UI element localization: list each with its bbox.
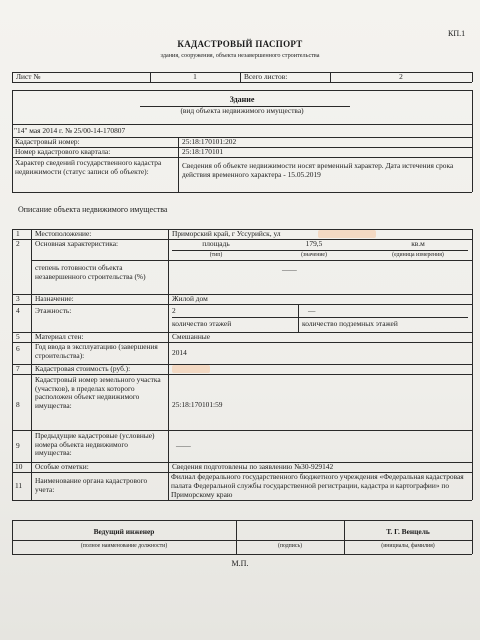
special-notes-value: Сведения подготовлены по заявлению №30-929142	[172, 462, 334, 471]
object-type: Здание	[229, 95, 255, 104]
redacted-cadastral-value	[172, 365, 210, 373]
floors-label: Этажность:	[35, 306, 72, 315]
passport-date-number: "14" мая 2014 г. № 25/00-14-170807	[14, 126, 126, 135]
stamp-place: М.П.	[231, 559, 249, 568]
row-5-number: 5	[16, 332, 20, 341]
sheet-label: Лист №	[16, 72, 41, 81]
signer-position-caption: (полное наименование должности)	[80, 543, 168, 549]
document-subtitle: здания, сооружения, объекта незавершенного строительства	[160, 52, 320, 59]
signer-name-caption: (инициалы, фамилия)	[381, 543, 435, 549]
row-9-number: 9	[16, 441, 20, 450]
record-status-label: Характер сведений государственного кадастра недвижимости (статус записи об объекте):	[15, 158, 162, 176]
characteristic-type-caption: (тип)	[209, 252, 223, 258]
registry-authority-label: Наименование органа кадастрового учета:	[35, 476, 148, 494]
row-10-number: 10	[15, 462, 23, 471]
main-characteristic-label: Основная характеристика:	[35, 239, 119, 248]
row-2-number: 2	[16, 239, 20, 248]
row-8-number: 8	[16, 400, 20, 409]
quarter-number-label: Номер кадастрового квартала:	[15, 147, 111, 156]
signature-caption: (подпись)	[277, 543, 303, 549]
corner-mark: КП.1	[448, 29, 466, 38]
signer-name: Т. Г. Венцель	[386, 527, 430, 536]
commissioning-year-label: Год ввода в эксплуатацию (завершения строительства):	[35, 342, 158, 360]
previous-numbers-label: Предыдущие кадастровые (условные) номера объекта недвижимого имущества:	[35, 431, 155, 458]
row-7-number: 7	[16, 364, 20, 373]
purpose-value: Жилой дом	[172, 294, 208, 303]
underground-floors-caption: количество подземных этажей	[302, 319, 398, 328]
purpose-label: Назначение:	[35, 294, 74, 303]
document-title: КАДАСТРОВЫЙ ПАСПОРТ	[177, 39, 303, 49]
registry-authority-value: Филиал федерального государственного бюджетного учреждения «Федеральная кадастровая палата Федеральной службы государственной регистрации, кадастра и картографии» по Приморскому краю	[171, 472, 464, 499]
cadastral-number-value: 25:18:170101:202	[182, 137, 237, 146]
characteristic-unit: кв.м	[411, 239, 425, 248]
completion-degree-value: ——	[282, 265, 297, 274]
row-6-number: 6	[16, 344, 20, 353]
row-3-number: 3	[16, 294, 20, 303]
cadastral-value-label: Кадастровая стоимость (руб.):	[35, 364, 131, 373]
floors-value: 2	[172, 306, 176, 315]
special-notes-label: Особые отметки:	[35, 462, 89, 471]
cadastral-number-label: Кадастровый номер:	[15, 137, 80, 146]
completion-degree-label: степень готовности объекта незавершенного строительства (%)	[35, 263, 146, 281]
wall-material-label: Материал стен:	[35, 332, 84, 341]
sheet-total: 2	[399, 72, 403, 81]
sheet-number: 1	[193, 72, 197, 81]
characteristic-type: площадь	[202, 239, 230, 248]
description-title: Описание объекта недвижимого имущества	[18, 205, 168, 214]
wall-material-value: Смешанные	[172, 332, 211, 341]
location-value: Приморский край, г Уссурийск, ул	[172, 229, 281, 238]
signer-position: Ведущий инженер	[93, 527, 155, 536]
location-label: Местоположение:	[35, 229, 92, 238]
land-plot-number-value: 25:18:170101:59	[172, 400, 223, 409]
underground-floors-value: —	[308, 306, 316, 315]
floors-caption: количество этажей	[172, 319, 232, 328]
characteristic-value: 179,5	[305, 239, 323, 248]
object-type-caption: (вид объекта недвижимого имущества)	[180, 106, 304, 115]
row-11-number: 11	[15, 481, 23, 490]
land-plot-number-label: Кадастровый номер земельного участка (участков), в пределах которого расположен объект недвижимого имущества:	[35, 375, 161, 410]
sheet-total-label: Всего листов:	[244, 72, 288, 81]
characteristic-unit-caption: (единица измерения)	[392, 252, 444, 258]
row-1-number: 1	[16, 229, 20, 238]
quarter-number-value: 25:18:170101	[182, 147, 224, 156]
row-4-number: 4	[16, 306, 20, 315]
previous-numbers-value: ——	[176, 441, 191, 450]
commissioning-year-value: 2014	[172, 348, 187, 357]
redacted-street	[318, 230, 376, 238]
record-status-value: Сведения об объекте недвижимости носят временный характер. Дата истечения срока действия временного характера - 15.05.2019	[182, 161, 454, 179]
characteristic-value-caption: (значение)	[301, 252, 327, 258]
